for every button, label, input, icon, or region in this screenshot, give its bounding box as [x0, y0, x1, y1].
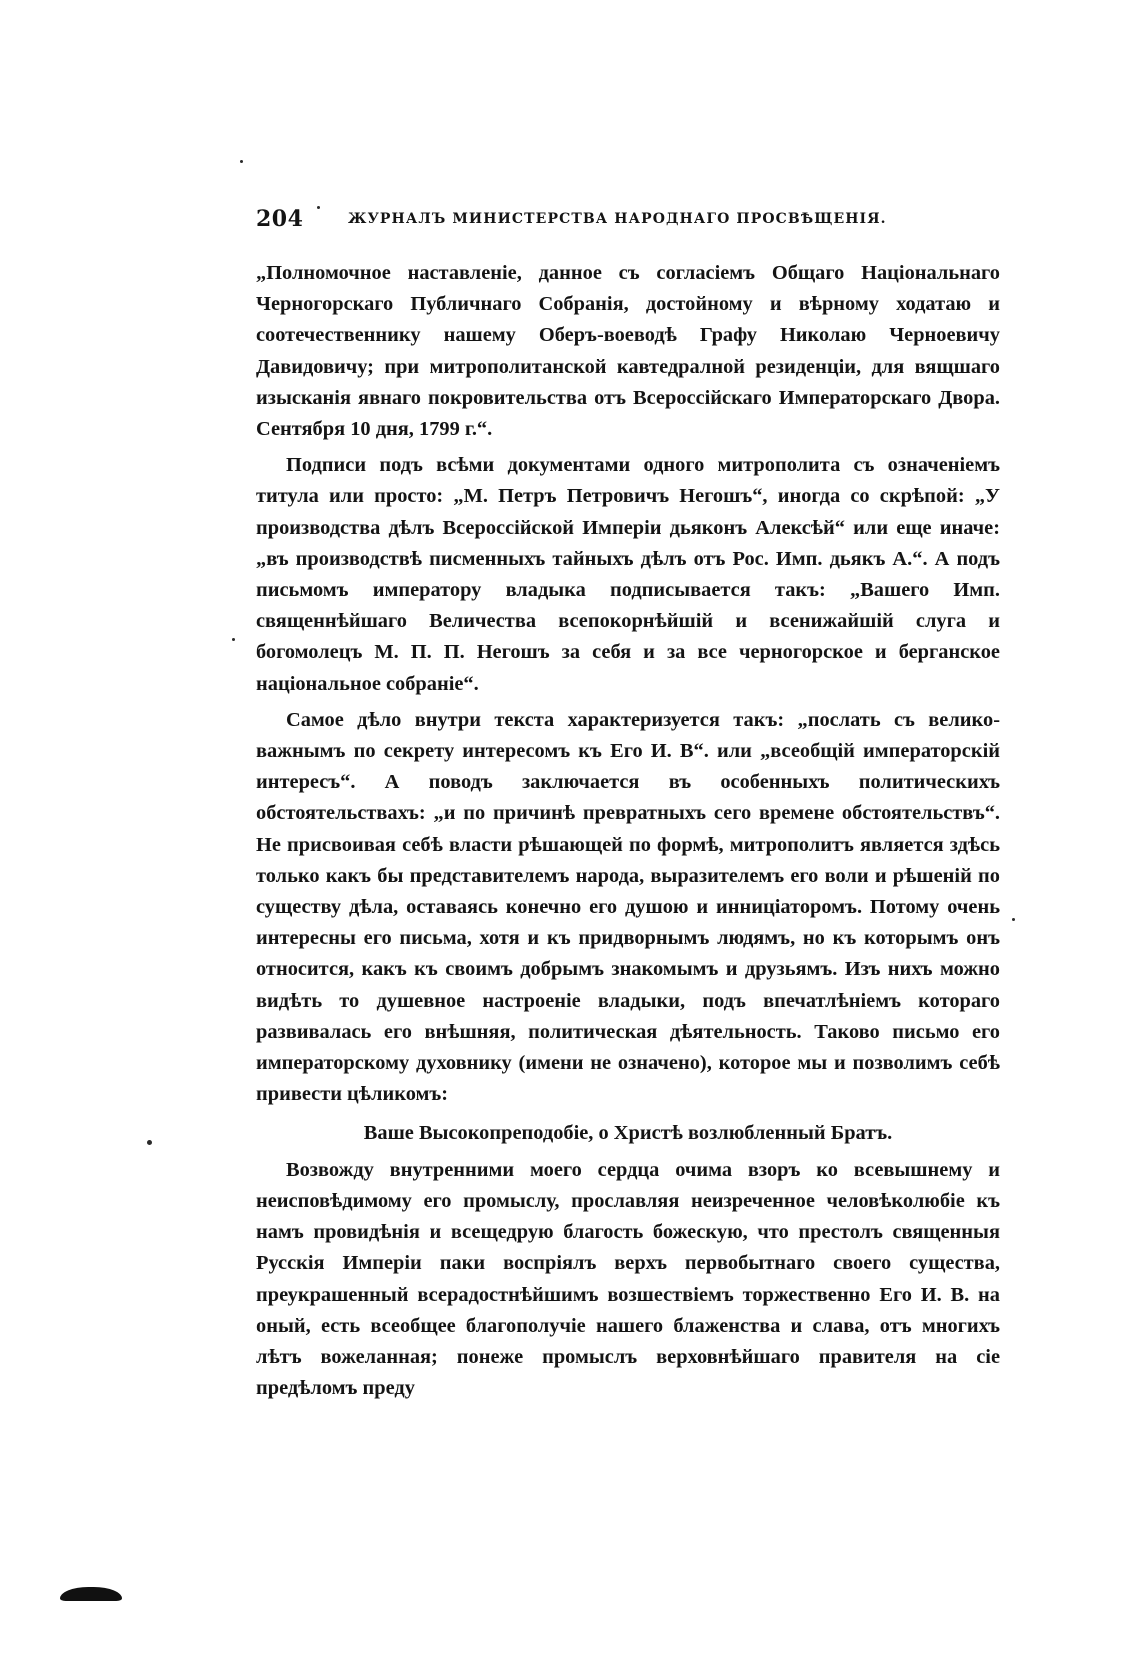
scan-speck [240, 160, 243, 163]
letter-salutation: Ваше Высокопреподобіе, о Христѣ возлюбленный Братъ. [363, 1122, 893, 1145]
scan-ink-blot [60, 1587, 122, 1601]
page-header [256, 206, 1000, 238]
letter-paragraph: Возвожду внутренними моего сердца очима взоръ ко всевышнему и неисповѣдимому его промыслу, прославляя неизреченное человѣколюбіе къ намъ провидѣнія и всещедрую благость божескую, что престолъ священныя Русскія Имперіи паки воспріялъ верхъ первобытнаго своего существа, преукрашенный всерадостнѣйшимъ возшествіемъ торжественно Его И. В. на оный, есть всеобщее благополучіе нашего блаженства и слава, отъ многихъ лѣтъ вожеланная; понеже промыслъ верховнѣйшаго правителя на сіе предѣломъ преду [256, 1158, 1000, 1400]
scan-speck [232, 638, 235, 641]
page-number: 204 [256, 206, 304, 232]
body-text [256, 258, 1000, 1404]
scan-speck [147, 1140, 152, 1145]
paragraph-3: Самое дѣло внутри текста характеризуется такъ: „послать съ велико-важнымъ по секрету интересомъ къ Его И. В“. или „всеобщій императорскій интересъ“. А поводъ заключается въ особенныхъ политическихъ обстоятельствахъ: „и по причинѣ превратныхъ сего времене обстоятельствъ“. Не присвоивая себѣ власти рѣшающей по формѣ, митрополитъ является здѣсь только какъ бы представителемъ народа, выразителемъ его воли и рѣшеній по существу дѣла, оставаясь конечно его душою и инниціаторомъ. Потому очень интересны его письма, хотя и къ придворнымъ людямъ, но къ которымъ онъ относится, какъ къ своимъ добрымъ знакомымъ и друзьямъ. Изъ нихъ можно видѣть то душевное настроеніе владыки, подъ впечатлѣніемъ котораго развивалась его внѣшняя, политическая дѣятельность. Таково письмо его императорскому духовнику (имени не означено), которое мы и позволимъ себѣ привести цѣликомъ: [256, 708, 1000, 1106]
scan-speck [317, 206, 320, 209]
running-title: ЖУРНАЛЪ МИНИСТЕРСТВА НАРОДНАГО ПРОСВѢЩЕНІЯ. [348, 211, 887, 227]
paragraph-1: „Полномочное наставленіе, данное съ согласіемъ Общаго Національнаго Черногорскаго Публичнаго Собранія, достойному и вѣрному ходатаю и соотечественнику нашему Оберъ-воеводѣ Графу Николаю Черноевичу Давидовичу; при митрополитанской кавтедралной резиденціи, для вящшаго изысканія явнаго покровительства отъ Всероссійскаго Императорскаго Двора. Сентября 10 дня, 1799 г.“. [256, 262, 1000, 441]
paragraph-2: Подписи подъ всѣми документами одного митрополита съ означеніемъ титула или просто: „М. Петръ Петровичъ Негошъ“, иногда со скрѣпой: „У производства дѣлъ Всероссійской Имперіи дьяконъ Алексѣй“ или еще иначе: „въ производствѣ писменныхъ тайныхъ дѣлъ отъ Рос. Имп. дьякъ А.“. А подъ письмомъ императору владыка подписывается такъ: „Вашего Имп. священнѣйшаго Величества всепокорнѣйшій и всенижайшій слуга и богомолецъ М. П. П. Негошъ за себя и за все черногорское и берганское національное собраніе“. [256, 454, 1000, 695]
scan-speck [1012, 918, 1015, 921]
